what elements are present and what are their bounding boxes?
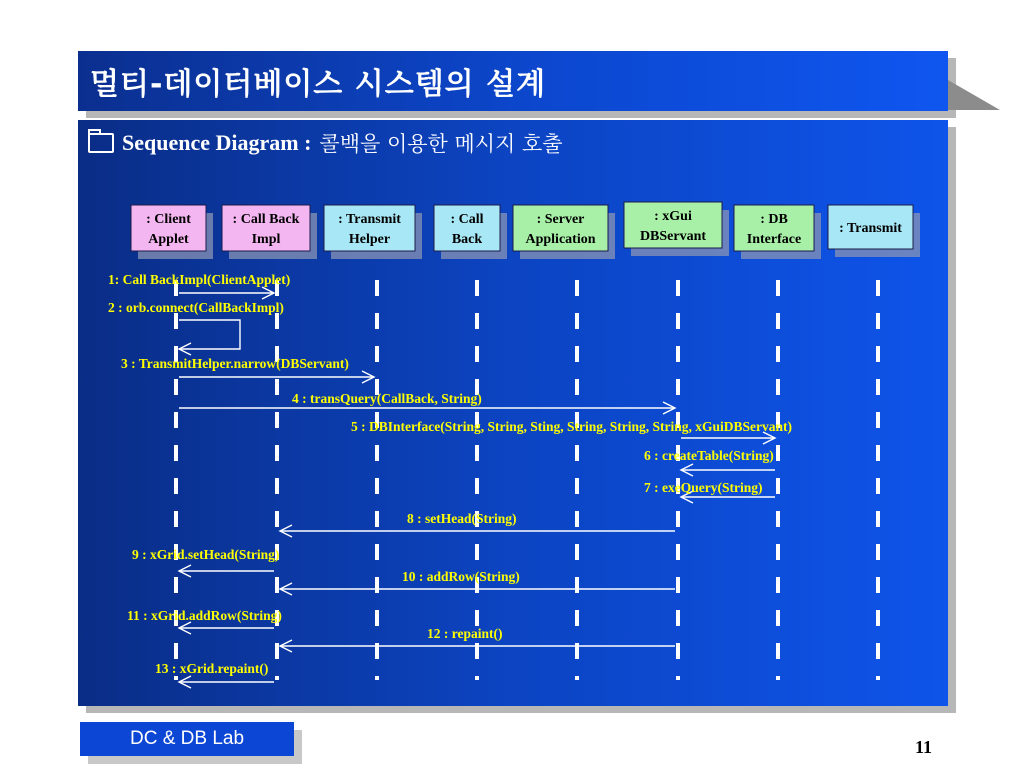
participant-label-line2: Back: [451, 232, 483, 247]
message-label: 7 : exeQuery(String): [644, 480, 763, 495]
subtitle-english: Sequence Diagram :: [122, 130, 312, 155]
participant-label-line2: Interface: [746, 232, 802, 247]
message-label: 9 : xGrid.setHead(String): [132, 547, 280, 562]
participant-label-line2: Helper: [348, 232, 391, 247]
message-label: 10 : addRow(String): [402, 569, 520, 584]
subtitle-korean: 콜백을 이용한 메시지 호출: [319, 132, 563, 156]
slide-title: 멀티-데이터베이스 시스템의 설계: [90, 67, 547, 102]
message-label: 8 : setHead(String): [407, 511, 517, 526]
participant-label-line1: : Transmit: [839, 221, 902, 236]
message-label: 11 : xGrid.addRow(String): [127, 608, 282, 623]
message-label: 3 : TransmitHelper.narrow(DBServant): [121, 356, 349, 371]
participant-label-line1: : Call Back: [232, 212, 300, 227]
participant-label-line1: : Transmit: [338, 212, 401, 227]
message-label: 13 : xGrid.repaint(): [155, 661, 269, 676]
message-label: 1: Call BackImpl(ClientApplet): [108, 272, 291, 287]
participant-label-line1: : xGui: [654, 209, 692, 224]
participant-label-line2: Applet: [148, 232, 189, 247]
participant-label-line1: : Client: [146, 212, 191, 227]
message-label: 6 : createTable(String): [644, 448, 774, 463]
message-label: 12 : repaint(): [427, 626, 503, 641]
participant-label-line2: Application: [525, 232, 596, 247]
participant-label-line1: : DB: [760, 212, 788, 227]
participant-label-line1: : Server: [536, 212, 585, 227]
page-number: 11: [915, 737, 933, 757]
participant-label-line2: Impl: [251, 232, 281, 247]
participant-label-line1: : Call: [450, 212, 484, 227]
message-label: 4 : transQuery(CallBack, String): [292, 391, 482, 406]
message-label: 2 : orb.connect(CallBackImpl): [108, 300, 284, 315]
message-label: 5 : DBInterface(String, String, Sting, String, String, String, xGuiDBServant): [351, 419, 793, 434]
lab-label: DC & DB Lab: [80, 722, 294, 756]
participant-label-line2: DBServant: [639, 229, 707, 244]
